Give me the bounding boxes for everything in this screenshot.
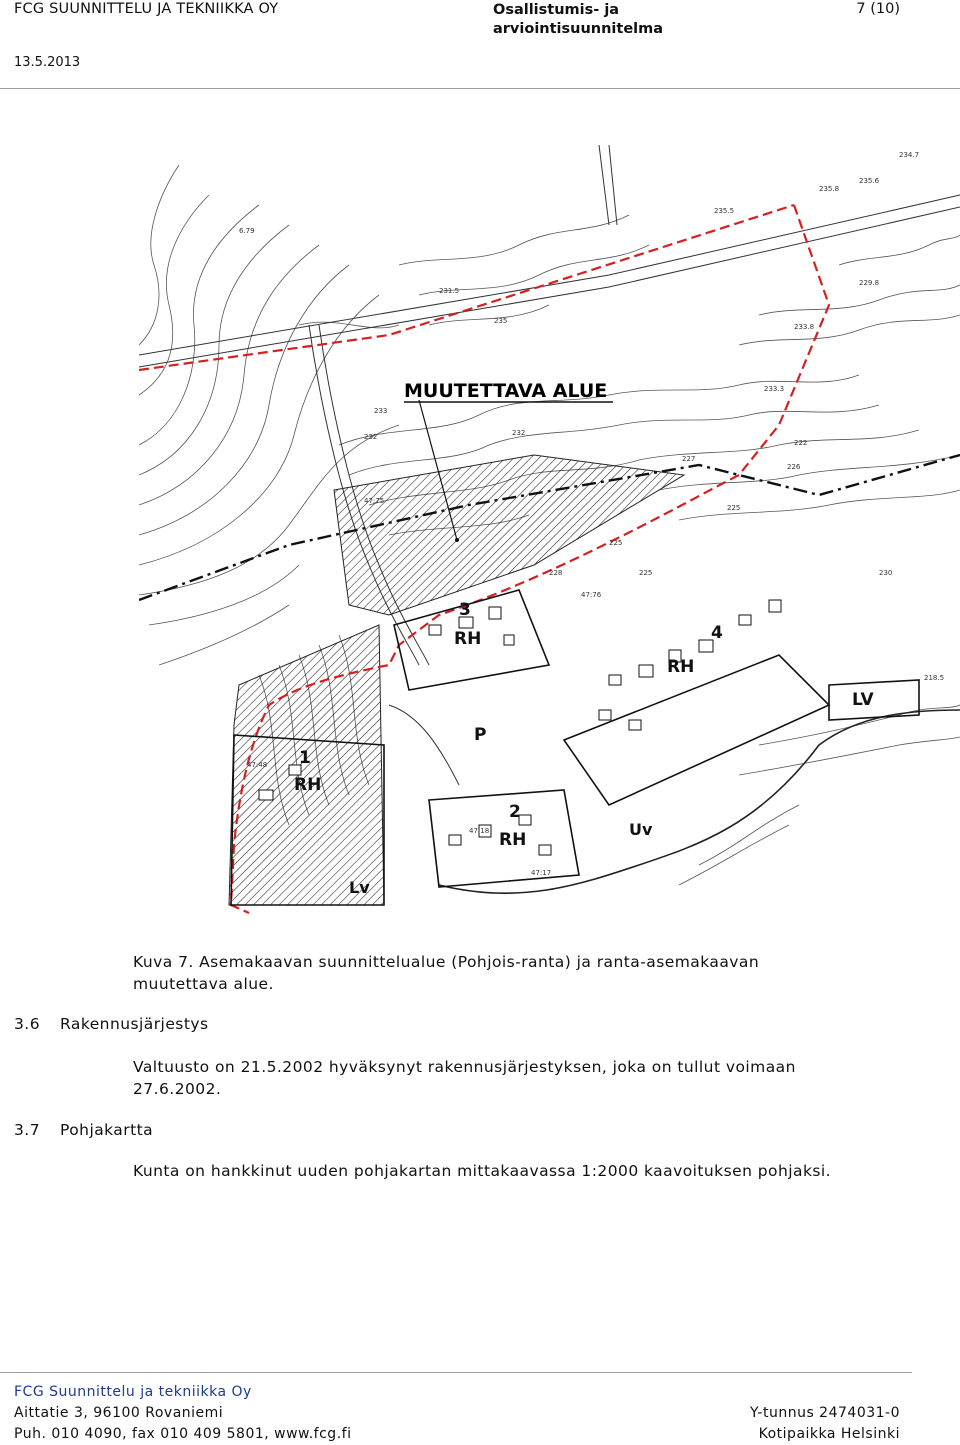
footer-divider — [0, 1372, 912, 1373]
footer-business-id: Y-tunnus 2474031-0 — [750, 1405, 900, 1421]
height-label: 233 — [374, 407, 388, 415]
block-3-number: 3 — [459, 600, 471, 620]
height-label: 225 — [609, 539, 623, 547]
block-2-use: RH — [499, 830, 527, 850]
height-label: 225 — [639, 569, 653, 577]
footer-right — [750, 1403, 900, 1445]
section-number: 3.7 — [14, 1121, 41, 1139]
block-4-number: 4 — [711, 623, 723, 643]
height-label: 235 — [494, 317, 508, 325]
paragraph-line: 27.6.2002. — [133, 1080, 222, 1098]
lv-label-west: Lv — [349, 878, 370, 897]
area-label: MUUTETTAVA ALUE — [404, 380, 608, 402]
paragraph-3-7: Kunta on hankkinut uuden pohjakartan mittakaavassa 1:2000 kaavoituksen pohjaksi. — [133, 1162, 832, 1180]
figure-caption — [133, 951, 759, 995]
footer-company: FCG Suunnittelu ja tekniikka Oy — [14, 1384, 252, 1400]
header-page-number: 7 (10) — [856, 1, 900, 17]
footer-domicile: Kotipaikka Helsinki — [758, 1426, 900, 1442]
header-date: 13.5.2013 — [14, 55, 81, 70]
footer-left — [14, 1382, 351, 1445]
height-label: 230 — [879, 569, 893, 577]
park-label: P — [474, 725, 487, 745]
paragraph-line: Valtuusto on 21.5.2002 hyväksynyt rakennusjärjestyksen, joka on tullut voimaan — [133, 1058, 796, 1076]
height-label: 47:48 — [247, 761, 268, 769]
height-label: 227 — [682, 455, 696, 463]
height-label: 235.8 — [819, 185, 840, 193]
height-label: 235.6 — [859, 177, 880, 185]
lv-label-east: LV — [852, 690, 874, 710]
block-2-number: 2 — [509, 802, 521, 822]
section-title: Pohjakartta — [60, 1121, 154, 1139]
height-label: 232 — [364, 433, 378, 441]
height-label: 229.8 — [859, 279, 880, 287]
header-company: FCG SUUNNITTELU JA TEKNIIKKA OY — [14, 1, 279, 17]
caption-line1: Kuva 7. Asemakaavan suunnittelualue (Pohjois-ranta) ja ranta-asemakaavan — [133, 953, 760, 971]
block-3-use: RH — [454, 629, 482, 649]
header-divider — [0, 88, 960, 89]
caption-line2: muutettava alue. — [133, 975, 274, 993]
area-label-pointer-dot — [455, 538, 459, 542]
block-4-use: RH — [667, 657, 695, 677]
section-heading-3-6 — [14, 1015, 209, 1033]
footer-contact: Puh. 010 4090, fax 010 409 5801, www.fcg.fi — [14, 1426, 352, 1442]
section-heading-3-7 — [14, 1121, 153, 1139]
section-title: Rakennusjärjestys — [60, 1015, 209, 1033]
uv-label: Uv — [629, 820, 653, 839]
height-label: 235.5 — [714, 207, 735, 215]
section-number: 3.6 — [14, 1015, 41, 1033]
height-label: 234.7 — [899, 151, 920, 159]
height-label: 232 — [512, 429, 526, 437]
header-document-title — [493, 1, 663, 39]
height-label: 233.8 — [794, 323, 815, 331]
height-label: 47:76 — [581, 591, 602, 599]
height-label: 222 — [794, 439, 808, 447]
height-label: 226 — [787, 463, 801, 471]
height-label: 233.3 — [764, 385, 785, 393]
paragraph-3-6 — [133, 1056, 796, 1100]
height-label: 47:18 — [469, 827, 490, 835]
height-label: 228 — [549, 569, 563, 577]
height-label: 47:75 — [364, 497, 385, 505]
height-label: 47:17 — [531, 869, 552, 877]
height-label: 231.5 — [439, 287, 460, 295]
height-label: 225 — [727, 504, 741, 512]
height-label: 218.5 — [924, 674, 945, 682]
header-title-line1: Osallistumis- ja — [493, 2, 620, 18]
height-label: 6.79 — [239, 227, 255, 235]
block-1-use: RH — [294, 775, 322, 795]
zoning-map — [139, 145, 960, 922]
footer-address: Aittatie 3, 96100 Rovaniemi — [14, 1405, 224, 1421]
block-1-number: 1 — [299, 748, 311, 768]
header-title-line2: arviointisuunnitelma — [493, 21, 664, 37]
